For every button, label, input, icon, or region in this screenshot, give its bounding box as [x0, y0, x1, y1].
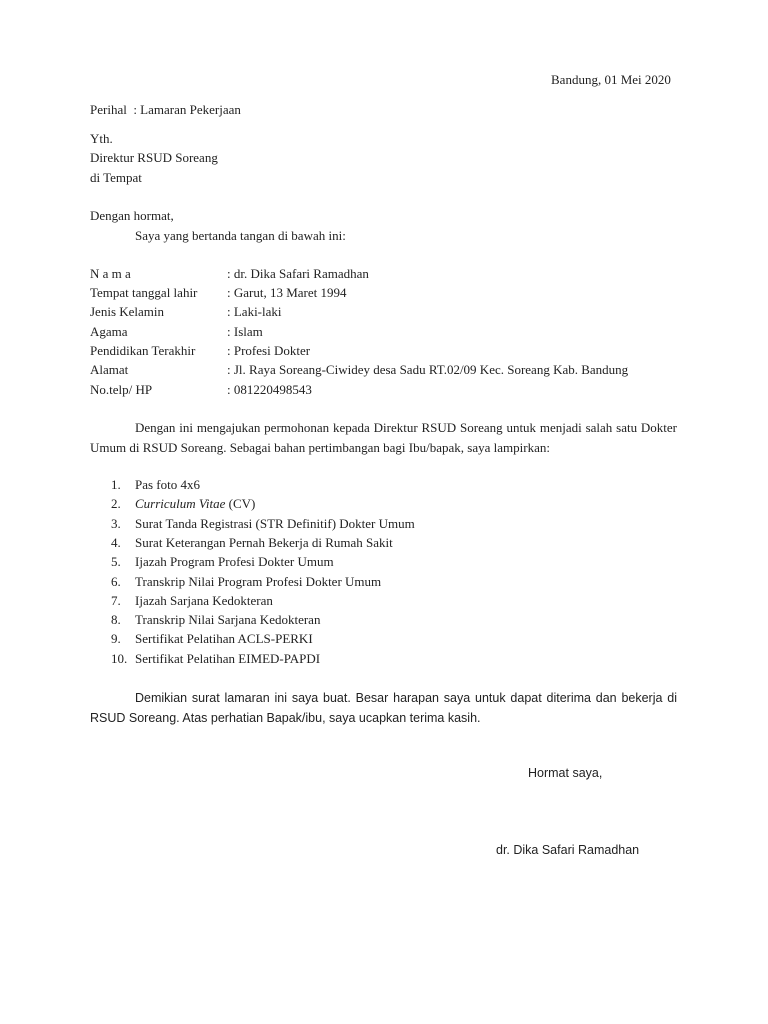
application-paragraph-text: Dengan ini mengajukan permohonan kepada Direktur RSUD Soreang untuk menjadi salah satu Dokter Umum di RSUD Soreang. Sebagai bahan pertimbangan bagi Ibu/bapak, saya lampirkan:	[90, 420, 677, 455]
list-number: 8.	[111, 612, 121, 627]
greeting: Dengan hormat,	[90, 208, 174, 223]
letter-subject: Perihal : Lamaran Pekerjaan	[90, 102, 241, 117]
list-number: 5.	[111, 554, 121, 569]
list-text: Ijazah Sarjana Kedokteran	[135, 593, 273, 608]
list-text: Sertifikat Pelatihan ACLS-PERKI	[135, 631, 313, 646]
list-number: 2.	[111, 496, 121, 511]
info-value: : Laki-laki	[227, 304, 282, 319]
info-label: N a m a	[90, 266, 131, 281]
info-label: No.telp/ HP	[90, 382, 153, 397]
list-text-italic: Curriculum Vitae	[135, 496, 226, 511]
info-value: : Islam	[227, 324, 263, 339]
info-value: : Profesi Dokter	[227, 343, 311, 358]
list-number: 4.	[111, 535, 121, 550]
list-number: 1.	[111, 477, 121, 492]
signer-name: dr. Dika Safari Ramadhan	[496, 843, 640, 857]
recipient-name: Direktur RSUD Soreang	[90, 150, 218, 165]
application-paragraph	[90, 418, 677, 458]
letter-date: Bandung, 01 Mei 2020	[551, 72, 671, 87]
recipient-place: di Tempat	[90, 170, 142, 185]
list-text: Surat Tanda Registrasi (STR Definitif) Dokter Umum	[135, 516, 415, 531]
list-number: 10.	[111, 651, 128, 666]
list-text-rest: (CV)	[225, 496, 256, 511]
info-label: Jenis Kelamin	[90, 304, 165, 319]
list-text: Transkrip Nilai Program Profesi Dokter Umum	[135, 574, 382, 589]
list-text: Ijazah Program Profesi Dokter Umum	[135, 554, 334, 569]
closing-paragraph-text: Demikian surat lamaran ini saya buat. Besar harapan saya untuk dapat diterima dan bekerja di RSUD Soreang. Atas perhatian Bapak/ibu, saya ucapkan terima kasih.	[90, 691, 677, 725]
info-value: : Jl. Raya Soreang-Ciwidey desa Sadu RT.02/09 Kec. Soreang Kab. Bandung	[227, 362, 629, 377]
list-text: Surat Keterangan Pernah Bekerja di Rumah Sakit	[135, 535, 393, 550]
info-value: : dr. Dika Safari Ramadhan	[227, 266, 369, 281]
info-label: Pendidikan Terakhir	[90, 343, 196, 358]
info-value: : 081220498543	[227, 382, 312, 397]
info-value: : Garut, 13 Maret 1994	[227, 285, 347, 300]
list-number: 7.	[111, 593, 121, 608]
list-text: Transkrip Nilai Sarjana Kedokteran	[135, 612, 321, 627]
closing-phrase: Hormat saya,	[528, 766, 603, 780]
closing-paragraph	[90, 688, 677, 728]
list-text: Pas foto 4x6	[135, 477, 200, 492]
info-label: Alamat	[90, 362, 129, 377]
info-label: Tempat tanggal lahir	[90, 285, 198, 300]
list-number: 9.	[111, 631, 121, 646]
recipient-salutation: Yth.	[90, 131, 113, 146]
list-number: 6.	[111, 574, 121, 589]
list-number: 3.	[111, 516, 121, 531]
list-text	[135, 494, 255, 513]
list-text: Sertifikat Pelatihan EIMED-PAPDI	[135, 651, 321, 666]
info-label: Agama	[90, 324, 128, 339]
intro-line: Saya yang bertanda tangan di bawah ini:	[135, 228, 346, 243]
